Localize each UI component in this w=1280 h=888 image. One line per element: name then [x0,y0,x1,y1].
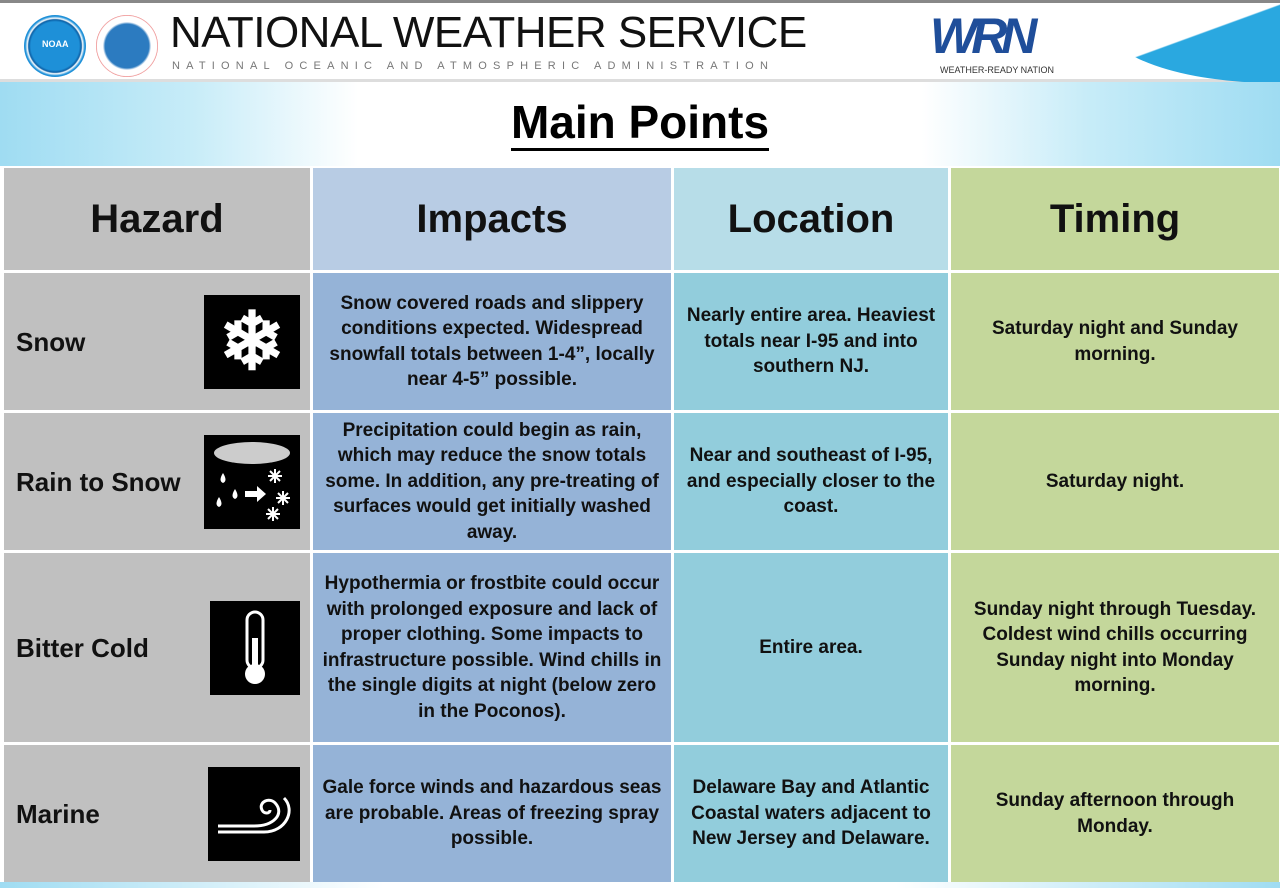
hazard-table [4,168,1278,882]
impacts-cell: Gale force winds and hazardous seas are probable. Areas of freezing spray possible. [313,745,671,882]
location-cell: Nearly entire area. Heaviest totals near I-95 and into southern NJ. [674,273,948,410]
header-bar [0,0,1280,82]
agency-title: NATIONAL WEATHER SERVICE [170,8,807,57]
swoosh-decoration [1105,3,1280,83]
impacts-cell: Snow covered roads and slippery conditions expected. Widespread snowfall totals between 1-4”, locally near 4-5” possible. [313,273,671,410]
column-header-timing: Timing [951,168,1279,270]
page-title-text: Main Points [511,96,769,151]
rain-to-snow-icon [204,435,300,529]
timing-cell: Saturday night and Sunday morning. [951,273,1279,410]
snowflake-icon: ❄ [204,295,300,389]
location-cell: Delaware Bay and Atlantic Coastal waters adjacent to New Jersey and Delaware. [674,745,948,882]
timing-cell: Sunday afternoon through Monday. [951,745,1279,882]
impacts-cell: Hypothermia or frostbite could occur with prolonged exposure and lack of proper clothing. Some impacts to infrastructure possible. Wind chills in the single digits at night (below zero in the Poconos). [313,553,671,742]
noaa-logo [24,15,86,77]
hazard-cell [4,553,310,742]
column-header-location: Location [674,168,948,270]
hazard-label: Snow [16,326,86,357]
wind-icon [208,767,300,861]
bottom-band [0,882,1280,888]
hazard-label: Bitter Cold [16,632,149,663]
agency-subtitle: NATIONAL OCEANIC AND ATMOSPHERIC ADMINISTRATION [172,60,775,72]
wrn-logo: WRN [930,8,1032,64]
column-header-hazard: Hazard [4,168,310,270]
page-title [0,96,1280,148]
hazard-label: Rain to Snow [16,466,181,497]
location-cell: Entire area. [674,553,948,742]
noaa-logo-text: NOAA [42,39,69,49]
wrn-subtitle: WEATHER-READY NATION [940,65,1055,75]
hazard-cell [4,273,310,410]
timing-cell: Saturday night. [951,413,1279,550]
impacts-cell: Precipitation could begin as rain, which may reduce the snow totals some. In addition, any pre-treating of surfaces would get initially washed away. [313,413,671,550]
location-cell: Near and southeast of I-95, and especially closer to the coast. [674,413,948,550]
hazard-cell [4,745,310,882]
nws-logo [96,15,158,77]
thermometer-icon [210,601,300,695]
hazard-label: Marine [16,798,100,829]
column-header-impacts: Impacts [313,168,671,270]
hazard-cell [4,413,310,550]
timing-cell: Sunday night through Tuesday. Coldest wind chills occurring Sunday night into Monday morning. [951,553,1279,742]
